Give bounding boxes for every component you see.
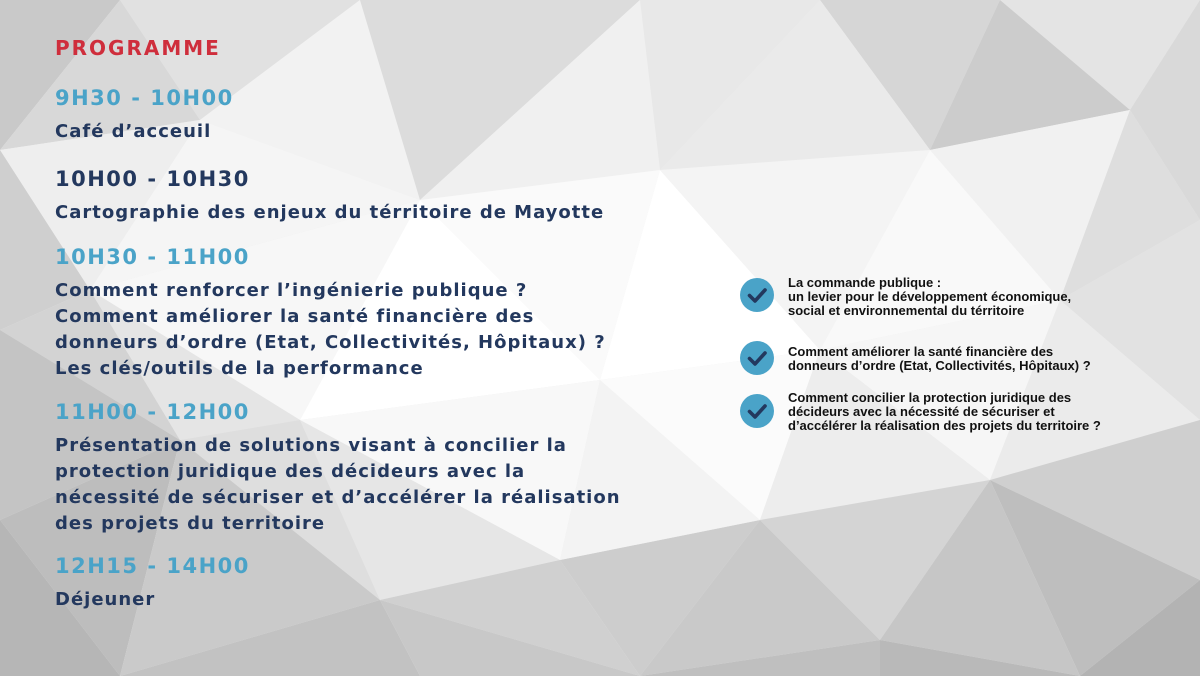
theme-text xyxy=(788,345,1091,373)
slot-description-line: Cartographie des enjeux du térritoire de Mayotte xyxy=(55,202,605,223)
slot-description xyxy=(55,433,621,537)
slot-time: 10H30 - 11H00 xyxy=(55,245,250,269)
theme-text-line: social et environnemental du térritoire xyxy=(788,303,1025,318)
theme-text-line: Comment améliorer la santé financière des xyxy=(788,344,1054,359)
schedule-slot xyxy=(55,244,606,382)
slot-description-line: protection juridique des décideurs avec la xyxy=(55,461,526,482)
slot-description xyxy=(55,200,604,226)
schedule-slot xyxy=(55,166,604,226)
check-circle-icon xyxy=(740,278,774,312)
schedule-slot xyxy=(55,85,234,145)
slot-description-line: donneurs d’ordre (Etat, Collectivités, Hôpitaux) ? xyxy=(55,332,606,353)
schedule-slot xyxy=(55,553,250,613)
slot-description xyxy=(55,119,234,145)
slot-time: 11H00 - 12H00 xyxy=(55,400,250,424)
theme-text xyxy=(788,276,1071,318)
theme-text-line: Comment concilier la protection juridique des xyxy=(788,390,1072,405)
slot-time: 10H00 - 10H30 xyxy=(55,167,250,191)
slot-description-line: Présentation de solutions visant à concilier la xyxy=(55,435,567,456)
schedule-slot xyxy=(55,399,621,537)
theme-text-line: décideurs avec la nécessité de sécuriser et xyxy=(788,404,1055,419)
slot-time: 12H15 - 14H00 xyxy=(55,554,250,578)
slot-description xyxy=(55,587,250,613)
slot-description xyxy=(55,278,606,382)
slot-description-line: Comment améliorer la santé financière des xyxy=(55,306,535,327)
programme-title: PROGRAMME xyxy=(55,36,221,60)
slot-description-line: Les clés/outils de la performance xyxy=(55,358,424,379)
slot-time: 9H30 - 10H00 xyxy=(55,86,234,110)
theme-text-line: La commande publique : xyxy=(788,275,942,290)
slot-description-line: Café d’acceuil xyxy=(55,121,212,142)
slot-description-line: Comment renforcer l’ingénierie publique ? xyxy=(55,280,528,301)
slot-description-line: nécessité de sécuriser et d’accélérer la réalisation xyxy=(55,487,621,508)
slot-description-line: des projets du territoire xyxy=(55,513,326,534)
theme-text-line: un levier pour le développement économique, xyxy=(788,289,1072,304)
check-circle-icon xyxy=(740,394,774,428)
theme-text-line: donneurs d’ordre (Etat, Collectivités, Hôpitaux) ? xyxy=(788,358,1091,373)
slot-description-line: Déjeuner xyxy=(55,589,156,610)
theme-text xyxy=(788,391,1101,433)
check-circle-icon xyxy=(740,341,774,375)
theme-text-line: d’accélérer la réalisation des projets du territoire ? xyxy=(788,418,1101,433)
